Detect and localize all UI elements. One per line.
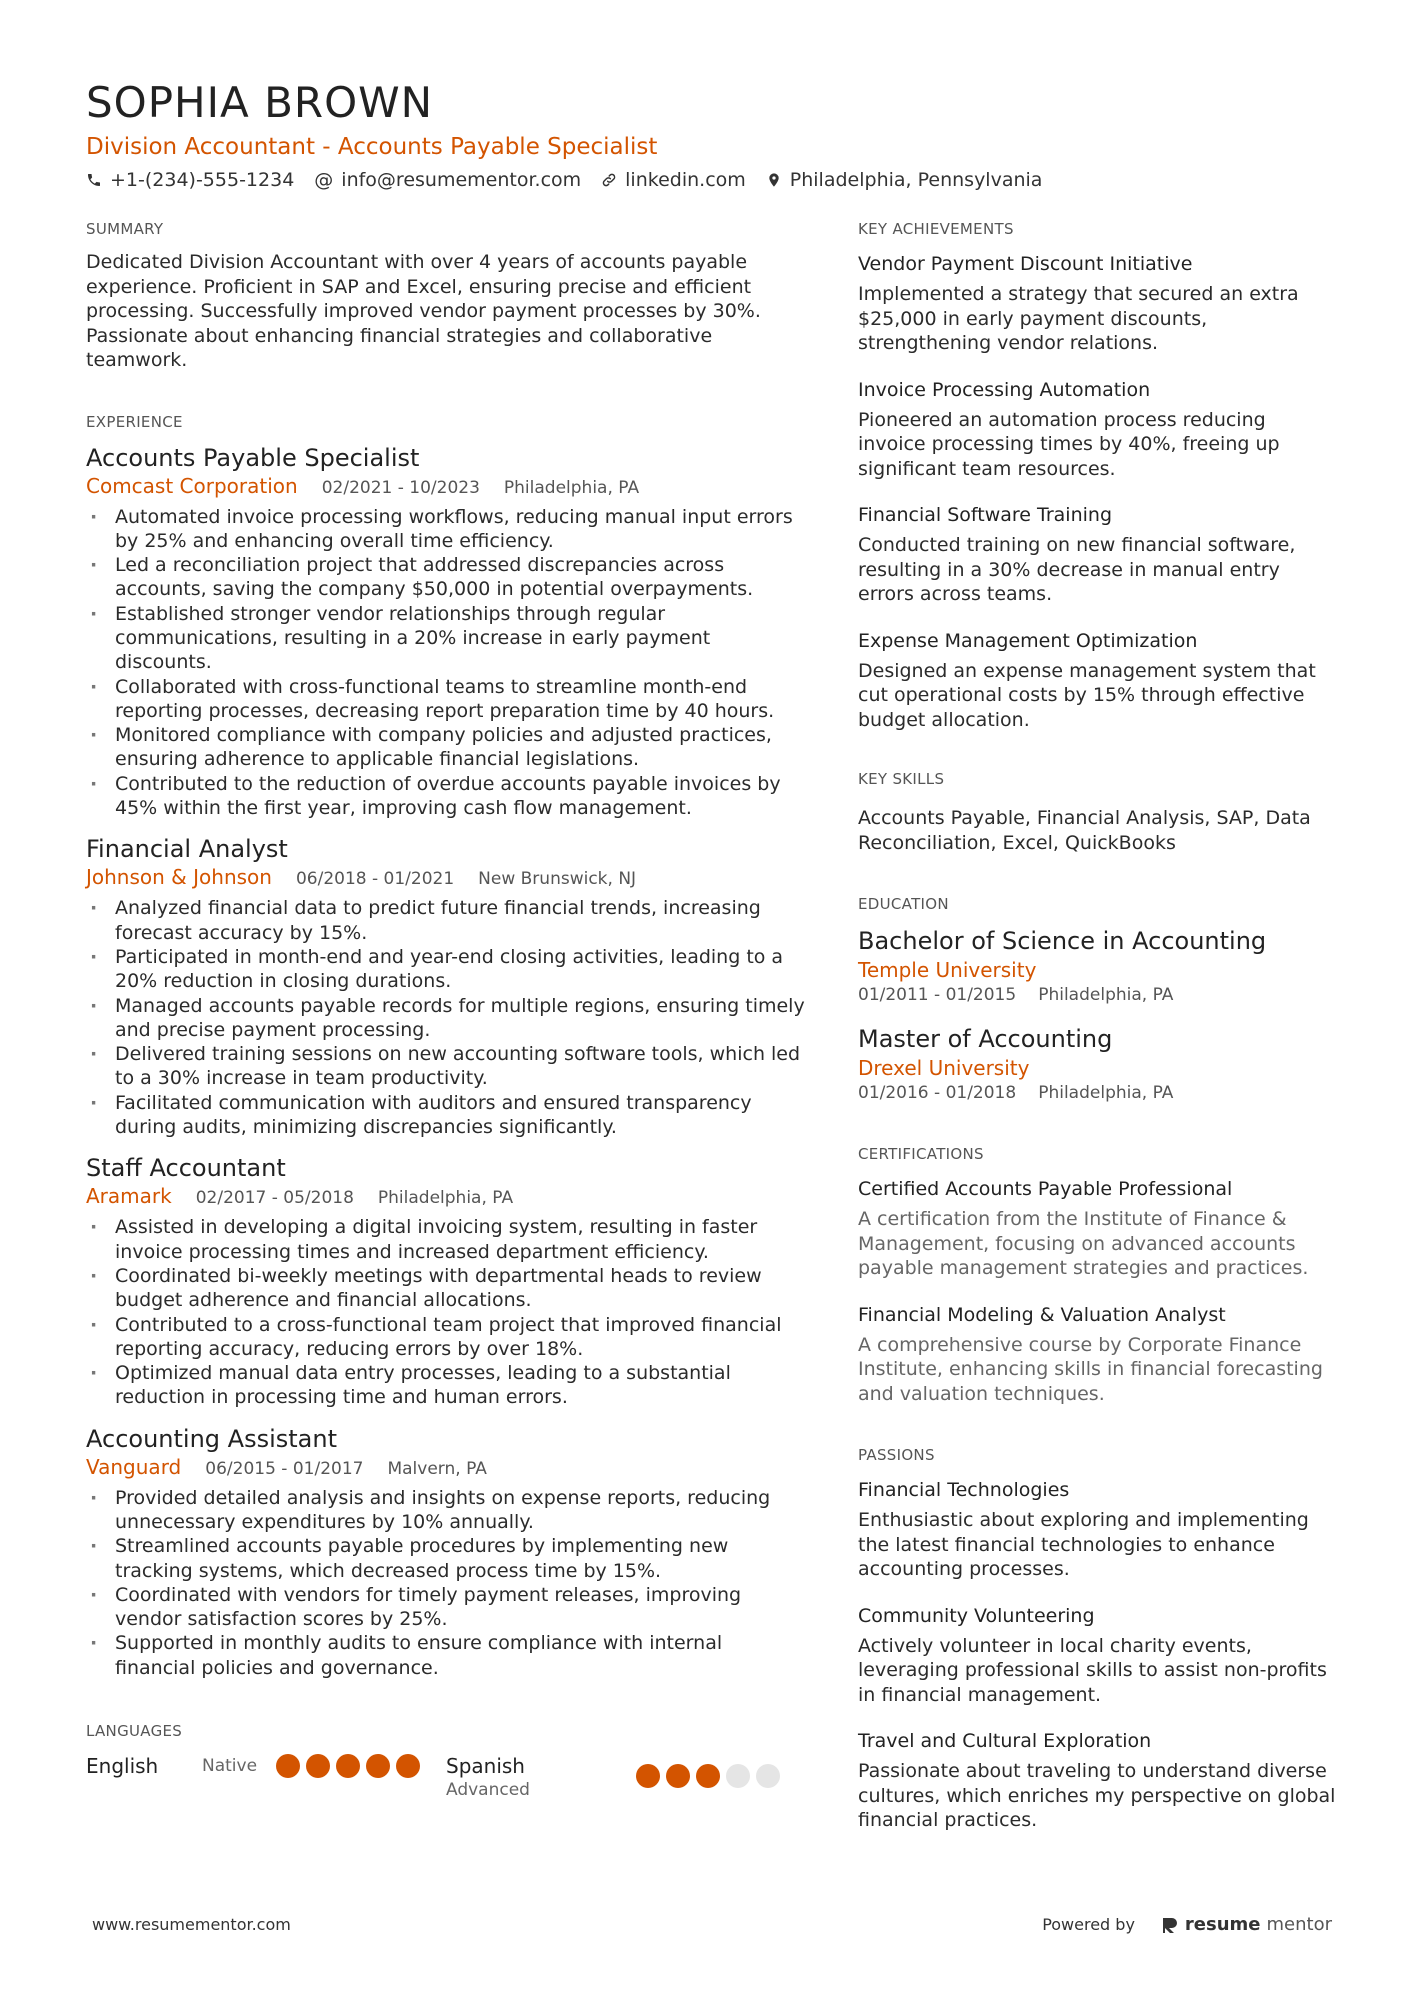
achievement-list (858, 250, 1338, 732)
email-text: info@resumementor.com (341, 169, 582, 191)
certification-text: A comprehensive course by Corporate Finance Institute, enhancing skills in financial forecasting and valuation techniques. (858, 1333, 1323, 1405)
candidate-name: SOPHIA BROWN (86, 78, 434, 127)
passion-text: Actively volunteer in local charity events, leveraging professional skills to assist non-profits in financial management. (858, 1634, 1327, 1706)
rating-dot-filled (276, 1754, 300, 1778)
bullet-item: · Participated in month-end and year-end closing activities, leading to a 20% reduction in closing durations. (86, 945, 806, 994)
skills-text: Accounts Payable, Financial Analysis, SAP, Data Reconciliation, Excel, QuickBooks (858, 807, 1311, 854)
rating-dot-filled (636, 1764, 660, 1788)
language-level: Advanced (446, 1780, 530, 1801)
candidate-role: Division Accountant - Accounts Payable Specialist (86, 134, 658, 160)
education-list (858, 925, 1338, 1105)
contact-location (766, 166, 1043, 194)
bullet-item: · Monitored compliance with company policies and adjusted practices, ensuring adherence to applicable financial legislations. (86, 723, 806, 772)
certifications-title: CERTIFICATIONS (858, 1145, 984, 1163)
summary-section (86, 218, 806, 373)
resume-header (86, 78, 1346, 194)
bullet-item: · Supported in monthly audits to ensure compliance with internal financial policies and governance. (86, 1631, 806, 1680)
rating-dot-empty (726, 1764, 750, 1788)
rating-dot-filled (696, 1764, 720, 1788)
job-location: Philadelphia, PA (377, 1188, 514, 1209)
achievement-text: Conducted training on new financial software, resulting in a 30% decrease in manual entry errors across teams. (858, 534, 1296, 605)
bullet-item: · Collaborated with cross-functional teams to streamline month-end reporting processes, decreasing report preparation time by 40 hours. (86, 675, 806, 724)
certification-item (858, 1301, 1338, 1407)
job-meta (86, 1183, 806, 1211)
job-title: Financial Analyst (86, 835, 288, 864)
certification-item (858, 1175, 1338, 1281)
job-location: Philadelphia, PA (503, 477, 640, 498)
education-degree: Master of Accounting (858, 1025, 1113, 1053)
achievement-item (858, 376, 1338, 482)
language-name: Spanish (446, 1754, 525, 1779)
right-column (858, 218, 1338, 1871)
job-dates: 06/2015 - 01/2017 (205, 1458, 364, 1479)
achievement-title: Expense Management Optimization (858, 629, 1198, 652)
certification-text: A certification from the Institute of Finance & Management, focusing on advanced accounts payable management strategies and practices. (858, 1208, 1309, 1279)
language-rating (276, 1754, 420, 1780)
rating-dot-empty (756, 1764, 780, 1788)
bullet-item: · Contributed to the reduction of overdue accounts payable invoices by 45% within the first year, improving cash flow management. (86, 772, 806, 821)
job-company: Comcast Corporation (86, 473, 298, 498)
certification-title: Financial Modeling & Valuation Analyst (858, 1303, 1226, 1326)
education-location: Philadelphia, PA (1038, 1083, 1174, 1103)
bullet-item: · Established stronger vendor relationships through regular communications, resulting in a 20% increase in early payment discounts. (86, 602, 806, 675)
location-text: Philadelphia, Pennsylvania (789, 169, 1043, 191)
passions-section (858, 1444, 1338, 1833)
job-bullets (86, 505, 806, 821)
language-row (86, 1752, 806, 1800)
rating-dot-filled (666, 1764, 690, 1788)
job-entry (86, 834, 806, 1139)
job-entry (86, 443, 806, 821)
education-school: Drexel University (858, 1056, 1030, 1080)
bullet-item: · Delivered training sessions on new accounting software tools, which led to a 30% increase in team productivity. (86, 1042, 806, 1091)
bullet-item: · Analyzed financial data to predict future financial trends, increasing forecast accuracy by 15%. (86, 896, 806, 945)
bullet-item: · Automated invoice processing workflows, reducing manual input errors by 25% and enhancing overall time efficiency. (86, 505, 806, 554)
skills-section (858, 768, 1338, 855)
passion-title: Financial Technologies (858, 1479, 1070, 1501)
job-title: Accounts Payable Specialist (86, 443, 420, 472)
job-list (86, 443, 806, 1681)
languages-section (86, 1720, 806, 1800)
passion-item (858, 1476, 1338, 1582)
brand-logo[interactable] (1161, 1914, 1332, 1935)
education-degree: Bachelor of Science in Accounting (858, 927, 1267, 955)
job-title: Staff Accountant (86, 1154, 286, 1183)
passion-item (858, 1727, 1338, 1833)
rating-dot-filled (366, 1754, 390, 1778)
summary-text: Dedicated Division Accountant with over 4 years of accounts payable experience. Proficient in SAP and Excel, ensuring precise and efficient processing. Successfully improved vendor payment processes by 30%. Passionate about enhancing financial strategies and collaborative teamwork. (86, 251, 761, 371)
job-dates: 02/2017 - 05/2018 (195, 1188, 354, 1209)
link-icon (601, 172, 617, 188)
language-spanish (446, 1752, 806, 1800)
phone-text: +1-(234)-555-1234 (110, 169, 295, 191)
education-school: Temple University (858, 958, 1037, 982)
rating-dot-filled (306, 1754, 330, 1778)
achievement-text: Implemented a strategy that secured an extra $25,000 in early payment discounts, strengthening vendor relations. (858, 283, 1299, 354)
education-dates: 01/2016 - 01/2018 (858, 1083, 1017, 1103)
language-text-group (446, 1752, 636, 1800)
bullet-item: · Coordinated with vendors for timely payment releases, improving vendor satisfaction scores by 25%. (86, 1583, 806, 1632)
education-dates: 01/2011 - 01/2015 (858, 985, 1017, 1005)
languages-title: LANGUAGES (86, 1722, 183, 1741)
brand-bold: resume (1184, 1914, 1261, 1935)
job-bullets (86, 1215, 806, 1409)
passion-list (858, 1476, 1338, 1833)
achievements-title: KEY ACHIEVEMENTS (858, 220, 1014, 238)
job-meta (86, 1454, 806, 1482)
job-entry (86, 1424, 806, 1680)
passions-title: PASSIONS (858, 1446, 935, 1464)
education-meta (858, 1081, 1338, 1105)
bullet-item: · Provided detailed analysis and insights on expense reports, reducing unnecessary expenditures by 10% annually. (86, 1486, 806, 1535)
contact-phone[interactable] (86, 166, 294, 194)
job-company: Aramark (86, 1184, 172, 1209)
job-entry (86, 1153, 806, 1409)
job-meta (86, 864, 806, 892)
passion-title: Travel and Cultural Exploration (858, 1730, 1152, 1752)
bullet-item: · Coordinated bi-weekly meetings with departmental heads to review budget adherence and financial allocations. (86, 1264, 806, 1313)
achievements-section (858, 218, 1338, 732)
achievement-item (858, 501, 1338, 607)
bullet-item: · Streamlined accounts payable procedures by implementing new tracking systems, which decreased process time by 15%. (86, 1534, 806, 1583)
achievement-item (858, 250, 1338, 356)
skills-title: KEY SKILLS (858, 770, 945, 788)
job-location: Malvern, PA (387, 1458, 487, 1479)
contact-row (86, 166, 1346, 194)
bullet-item: · Contributed to a cross-functional team project that improved financial reporting accuracy, reducing errors by over 18%. (86, 1313, 806, 1362)
job-location: New Brunswick, NJ (478, 869, 637, 890)
experience-title: EXPERIENCE (86, 412, 183, 431)
rating-dot-filled (336, 1754, 360, 1778)
brand-light: mentor (1266, 1914, 1332, 1935)
bullet-item: · Led a reconciliation project that addressed discrepancies across accounts, saving the company $50,000 in potential overpayments. (86, 553, 806, 602)
job-title: Accounting Assistant (86, 1424, 337, 1453)
education-meta (858, 983, 1338, 1007)
bullet-item: · Optimized manual data entry processes, leading to a substantial reduction in processing time and human errors. (86, 1361, 806, 1410)
bullet-item: · Managed accounts payable records for multiple regions, ensuring timely and precise payment processing. (86, 994, 806, 1043)
job-meta (86, 473, 806, 501)
job-company: Johnson & Johnson (86, 865, 272, 890)
passion-text: Enthusiastic about exploring and implementing the latest financial technologies to enhance accounting processes. (858, 1509, 1309, 1580)
linkedin-text: linkedin.com (625, 169, 746, 191)
summary-title: SUMMARY (86, 220, 164, 238)
at-icon: @ (314, 169, 334, 191)
passion-item (858, 1602, 1338, 1708)
language-rating (636, 1764, 780, 1800)
passion-text: Passionate about traveling to understand diverse cultures, which enriches my perspective on global financial practices. (858, 1760, 1336, 1831)
contact-linkedin[interactable] (601, 166, 746, 194)
left-column (86, 218, 806, 1800)
certifications-section (858, 1143, 1338, 1406)
education-item (858, 1023, 1338, 1105)
footer-website[interactable]: www.resumementor.com (92, 1915, 291, 1934)
bullet-item: · Facilitated communication with auditors and ensured transparency during audits, minimizing discrepancies significantly. (86, 1091, 806, 1140)
education-location: Philadelphia, PA (1038, 985, 1174, 1005)
education-item (858, 925, 1338, 1007)
achievement-title: Financial Software Training (858, 504, 1113, 526)
certification-title: Certified Accounts Payable Professional (858, 1178, 1233, 1200)
rating-dot-filled (396, 1754, 420, 1778)
certification-list (858, 1175, 1338, 1406)
achievement-text: Designed an expense management system that cut operational costs by 15% through effective budget allocation. (858, 659, 1316, 731)
footer-brand (1042, 1914, 1332, 1935)
education-title: EDUCATION (858, 895, 949, 913)
experience-section (86, 411, 806, 1681)
achievement-item (858, 627, 1338, 733)
job-bullets (86, 896, 806, 1139)
resumementor-logo-icon (1161, 1916, 1179, 1934)
job-dates: 06/2018 - 01/2021 (295, 869, 455, 890)
education-section (858, 893, 1338, 1105)
achievement-title: Invoice Processing Automation (858, 378, 1151, 401)
language-name: English (86, 1754, 159, 1779)
contact-email[interactable] (314, 166, 581, 194)
phone-icon (86, 172, 102, 188)
job-company: Vanguard (86, 1454, 182, 1479)
footer (92, 1914, 1332, 1935)
job-dates: 02/2021 - 10/2023 (321, 477, 480, 498)
achievement-title: Vendor Payment Discount Initiative (858, 253, 1193, 275)
powered-by-label: Powered by (1042, 1915, 1135, 1934)
language-english (86, 1752, 446, 1780)
job-bullets (86, 1486, 806, 1680)
passion-title: Community Volunteering (858, 1604, 1095, 1627)
achievement-text: Pioneered an automation process reducing invoice processing times by 40%, freeing up significant team resources. (858, 408, 1280, 480)
bullet-item: · Assisted in developing a digital invoicing system, resulting in faster invoice processing times and increased department efficiency. (86, 1215, 806, 1264)
location-pin-icon (766, 172, 782, 188)
language-level: Native (202, 1756, 258, 1777)
